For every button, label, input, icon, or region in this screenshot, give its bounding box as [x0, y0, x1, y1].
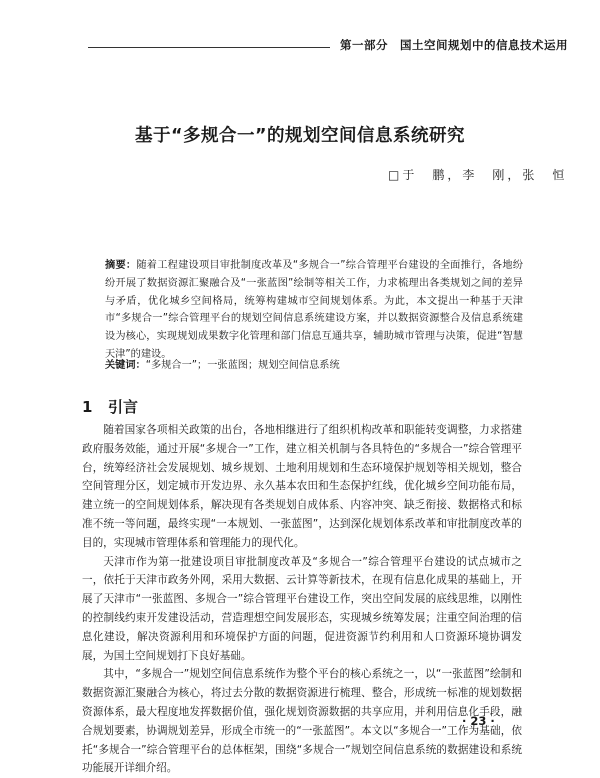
- keywords-text: “多规合一”；一张蓝图；规划空间信息系统: [145, 360, 340, 371]
- paper-title: 基于“多规合一”的规划空间信息系统研究: [134, 126, 465, 146]
- page-number: · 23 ·: [462, 714, 495, 728]
- header-rule: [88, 47, 330, 48]
- abstract-label: 摘要：: [105, 260, 137, 271]
- abstract-text: 随着工程建设项目审批制度改革及“多规合一”综合管理平台建设的全面推行，各地纷纷开展了数据资源汇聚融合及“一张蓝图”绘制等相关工作，力求梳理出各类规划之间的差异与矛盾，优化城乡空间格局，统筹构建城市空间规划体系。为此，本文提出一种基于天津市“多规合一”综合管理平台的规划空间信息系统建设方案，并以数据资源整合及信息系统建设为核心，实现规划成果数字化管理和部门信息互通共享，辅助城市管理与决策，促进“智慧天津”的建设。: [105, 260, 523, 360]
- paragraph: 随着国家各项相关政策的出台，各地相继进行了组织机构改革和职能转变调整，力求搭建政府服务效能，通过开展“多规合一”工作，建立相关机制与各具特色的“多规合一”综合管理平台，统筹经济社会发展规划、城乡规划、土地利用规划和生态环境保护规划等相关规划，整合空间管理分区，划定城市开发边界、永久基本农田和生态保护红线，优化城乡空间功能布局，建立统一的空间规划体系，解决现有各类规划自成体系、内容冲突、缺乏衔接、数据格式和标准不统一等问题，最终实现“一本规划、一张蓝图”，达到深化规划体系改革和审批制度改革的目的，实现城市管理体系和管理能力的现代化。: [82, 424, 522, 549]
- body-text: [82, 421, 522, 778]
- keywords-label: 关键词：: [105, 360, 146, 371]
- running-header: 第一部分 国土空间规划中的信息技术运用: [340, 38, 568, 52]
- section-number: 1: [82, 398, 93, 416]
- paragraph: 天津市作为第一批建设项目审批制度改革及“多规合一”综合管理平台建设的试点城市之一，依托于天津市政务外网，采用大数据、云计算等新技术，在现有信息化成果的基础上，开展了天津市“一张蓝图、多规合一”综合管理平台建设工作，突出空间发展的底线思维，以刚性的控制线约束开发建设活动，营造理想空间发展形态，实现城乡统筹发展；注重空间治理的信息化建设，解决资源利用和环境保护方面的问题，促进资源节约利用和人口资源环境协调发展，为国土空间规划打下良好基础。: [82, 555, 522, 662]
- paragraph: 其中，“多规合一”规划空间信息系统作为整个平台的核心系统之一，以“一张蓝图”绘制和数据资源汇聚融合为核心，将过去分散的数据资源进行梳理、整合，形成统一标准的规划数据资源体系，最大程度地发挥数据价值，强化规划资源数据的共享应用，并利用信息化手段，融合规划要素，协调规划差异，形成全市统一的“一张蓝图”。本文以“多规合一”工作为基础，依托“多规合一”综合管理平台的总体框架，围绕“多规合一”规划空间信息系统的数据建设和系统功能展开详细介绍。: [82, 668, 522, 775]
- abstract: [105, 257, 523, 364]
- keywords: [105, 356, 340, 371]
- paper-authors: □于 鹏，李 刚，张 恒: [388, 168, 568, 182]
- section-heading: [82, 396, 138, 417]
- section-title: 引言: [108, 398, 139, 416]
